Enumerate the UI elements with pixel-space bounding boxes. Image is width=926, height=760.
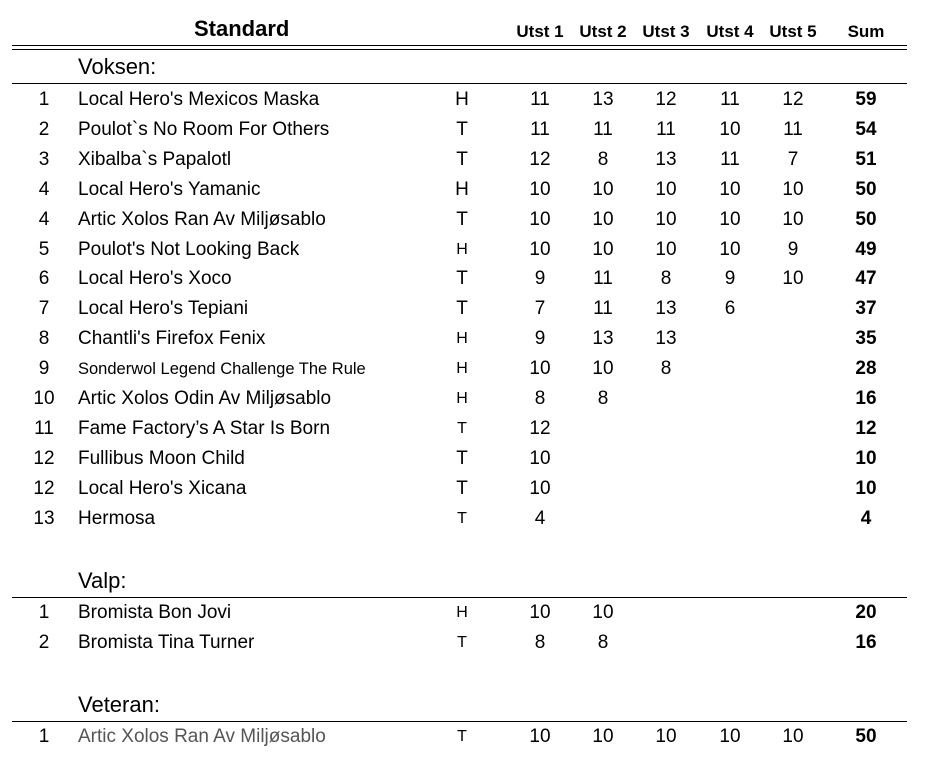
score-cell-utst-5: 7 [787,148,799,170]
column-header-utst-4: Utst 4 [706,22,754,41]
rank-cell: 11 [34,417,54,439]
sum-cell: 59 [855,89,877,110]
score-cell-utst-3: 12 [655,89,677,110]
sum-cell: 35 [855,328,877,350]
score-cell-utst-2: 11 [593,118,613,140]
table-row [0,722,926,752]
sex-cell: T [456,268,468,290]
section-title-valp: Valp: [78,568,127,593]
score-cell-utst-1: 11 [530,89,550,110]
sex-cell: H [455,89,469,110]
score-cell-utst-4: 10 [719,118,741,140]
score-cell-utst-4: 10 [719,726,741,747]
rank-cell: 8 [38,328,50,350]
rank-cell: 5 [38,238,50,260]
score-cell-utst-2: 13 [592,89,614,110]
sum-cell: 10 [855,447,877,469]
score-cell-utst-2: 8 [597,631,609,653]
sum-cell: 16 [855,631,877,653]
rank-cell: 4 [38,208,50,230]
table-row [0,598,926,628]
table-row [0,384,926,414]
score-cell-utst-1: 10 [529,447,551,469]
rank-cell: 12 [33,477,55,499]
rank-cell: 9 [38,358,50,380]
sex-cell: H [456,604,468,621]
sum-cell: 54 [855,118,877,140]
score-cell-utst-2: 8 [597,388,609,409]
header-divider-top [12,45,907,46]
score-cell-utst-3: 10 [655,238,677,260]
score-cell-utst-3: 13 [655,298,677,320]
score-cell-utst-4: 10 [719,238,741,260]
dog-name-cell: Bromista Tina Turner [78,631,255,653]
column-header-utst-5: Utst 5 [769,22,817,41]
sex-cell: T [456,118,468,140]
sum-cell: 4 [860,507,872,529]
sex-cell: T [457,509,467,527]
sex-cell: T [456,298,468,320]
table-row [0,85,926,115]
score-cell-utst-3: 13 [655,148,677,170]
score-cell-utst-2: 8 [597,148,609,170]
score-cell-utst-3: 10 [655,178,677,200]
score-cell-utst-1: 10 [529,208,551,230]
sex-cell: H [455,178,469,200]
score-cell-utst-5: 12 [782,89,804,110]
score-cell-utst-2: 10 [592,726,614,747]
score-cell-utst-1: 12 [529,148,551,170]
rank-cell: 13 [33,507,55,529]
column-header-utst-1: Utst 1 [516,22,564,41]
sum-cell: 12 [855,417,877,439]
sum-cell: 20 [855,602,877,623]
dog-name-cell: Sonderwol Legend Challenge The Rule [78,360,366,379]
rank-cell: 12 [33,447,55,469]
table-row [0,235,926,265]
sum-cell: 50 [855,208,877,230]
score-cell-utst-3: 11 [656,118,676,140]
sex-cell: T [456,447,468,469]
sum-cell: 28 [855,358,877,380]
page-title: Standard [194,16,290,41]
score-cell-utst-3: 10 [655,208,677,230]
score-cell-utst-1: 12 [529,417,551,439]
score-cell-utst-5: 11 [783,118,803,140]
score-cell-utst-4: 10 [719,178,741,200]
dog-name-cell: Chantli's Firefox Fenix [78,328,266,350]
score-cell-utst-1: 9 [534,328,546,350]
score-cell-utst-4: 9 [724,268,736,290]
sum-cell: 49 [855,238,877,260]
dog-name-cell: Artic Xolos Ran Av Miljøsablo [78,208,326,230]
table-row [0,444,926,474]
sum-cell: 10 [855,477,877,499]
table-row [0,474,926,504]
score-cell-utst-1: 7 [534,298,546,320]
rank-cell: 3 [38,148,50,170]
rank-cell: 10 [33,388,55,409]
sex-cell: T [456,477,468,499]
dog-name-cell: Xibalba`s Papalotl [78,148,232,170]
dog-name-cell: Bromista Bon Jovi [78,602,232,623]
score-cell-utst-1: 10 [529,602,551,623]
section-title-veteran: Veteran: [78,692,160,717]
table-row [0,205,926,235]
sum-cell: 37 [855,298,877,320]
sum-cell: 47 [855,268,877,290]
sex-cell: T [457,728,467,745]
column-header-sum: Sum [847,22,885,41]
score-cell-utst-3: 8 [660,268,672,290]
score-cell-utst-4: 11 [720,89,740,110]
sum-cell: 50 [855,178,877,200]
score-cell-utst-5: 10 [782,208,804,230]
sex-cell: H [456,390,468,407]
table-row [0,504,926,534]
sex-cell: T [457,419,467,437]
score-cell-utst-1: 10 [529,726,551,747]
dog-name-cell: Local Hero's Yamanic [78,178,261,200]
dog-name-cell: Local Hero's Xicana [78,477,247,499]
score-cell-utst-1: 10 [529,178,551,200]
score-cell-utst-2: 11 [593,268,613,290]
score-cell-utst-1: 4 [534,507,546,529]
table-row [0,294,926,324]
sex-cell: H [456,240,468,258]
score-cell-utst-4: 6 [724,298,736,320]
sex-cell: H [456,360,468,378]
score-cell-utst-4: 10 [719,208,741,230]
table-row [0,175,926,205]
dog-name-cell: Artic Xolos Ran Av Miljøsablo [78,726,326,747]
rank-cell: 2 [38,631,50,653]
score-cell-utst-3: 8 [660,358,672,380]
rank-cell: 1 [38,726,50,747]
score-cell-utst-5: 10 [782,178,804,200]
rank-cell: 6 [38,268,50,290]
sex-cell: T [456,148,468,170]
score-cell-utst-1: 10 [529,238,551,260]
rank-cell: 1 [38,89,50,110]
rank-cell: 2 [38,118,50,140]
table-row [0,264,926,294]
dog-name-cell: Artic Xolos Odin Av Miljøsablo [78,388,332,409]
dog-name-cell: Fame Factory’s A Star Is Born [78,417,331,439]
dog-name-cell: Fullibus Moon Child [78,447,245,469]
table-row [0,628,926,658]
table-row [0,324,926,354]
score-cell-utst-1: 8 [534,388,546,409]
section-divider-voksen [12,83,907,84]
rank-cell: 4 [38,178,50,200]
sex-cell: T [456,208,468,230]
score-cell-utst-5: 10 [782,268,804,290]
score-cell-utst-3: 13 [655,328,677,350]
dog-name-cell: Poulot's Not Looking Back [78,238,300,260]
score-cell-utst-2: 10 [592,602,614,623]
table-row [0,414,926,444]
table-row [0,354,926,384]
score-cell-utst-2: 10 [592,178,614,200]
score-cell-utst-2: 13 [592,328,614,350]
score-cell-utst-1: 9 [534,268,546,290]
score-cell-utst-1: 10 [529,358,551,380]
sex-cell: T [457,633,467,651]
dog-name-cell: Local Hero's Xoco [78,268,232,290]
section-title-voksen: Voksen: [78,54,157,79]
score-cell-utst-2: 11 [593,298,613,320]
rank-cell: 7 [38,298,50,320]
score-cell-utst-2: 10 [592,238,614,260]
score-cell-utst-5: 9 [787,238,799,260]
dog-name-cell: Local Hero's Mexicos Maska [78,89,320,110]
sum-cell: 51 [855,148,877,170]
table-row [0,145,926,175]
score-cell-utst-1: 10 [529,477,551,499]
rank-cell: 1 [38,602,50,623]
sex-cell: H [456,330,468,348]
score-cell-utst-2: 10 [592,358,614,380]
dog-name-cell: Local Hero's Tepiani [78,298,249,320]
column-header-utst-2: Utst 2 [579,22,627,41]
column-header-utst-3: Utst 3 [642,22,690,41]
score-cell-utst-4: 11 [720,148,740,170]
score-cell-utst-3: 10 [655,726,677,747]
score-cell-utst-1: 11 [530,118,550,140]
header-divider-bottom [12,49,907,50]
sum-cell: 16 [855,388,877,409]
dog-name-cell: Poulot`s No Room For Others [78,118,330,140]
sum-cell: 50 [855,726,877,747]
score-cell-utst-2: 10 [592,208,614,230]
dog-name-cell: Hermosa [78,507,156,529]
score-cell-utst-5: 10 [782,726,804,747]
score-cell-utst-1: 8 [534,631,546,653]
table-row [0,115,926,145]
